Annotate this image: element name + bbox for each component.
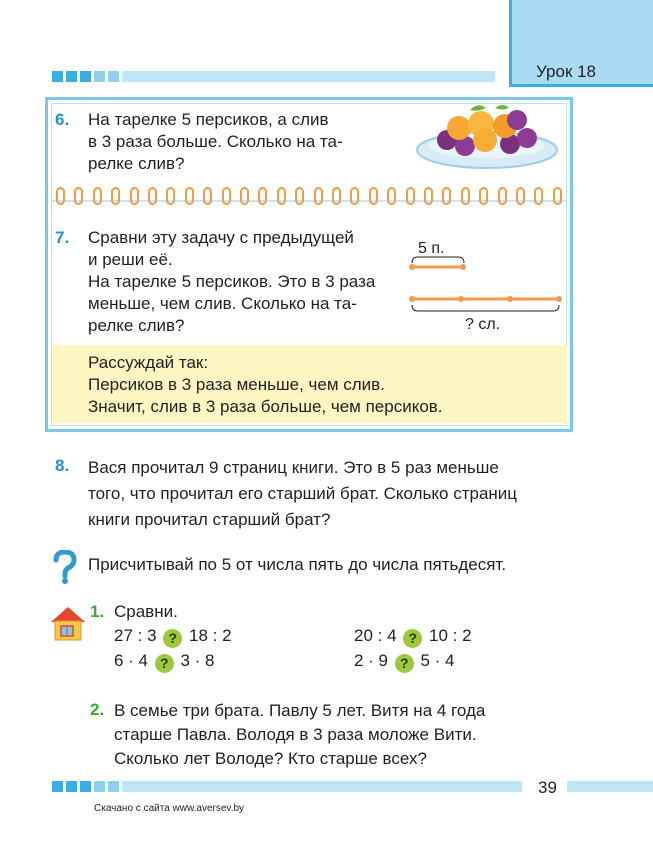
question-mark-icon [50,550,78,584]
plum-segment-dot [507,296,513,302]
plum-segment-dot [409,296,415,302]
spiral-ring [534,187,543,205]
hint-line: Рассуждай так: [88,353,209,372]
task7-line: Сравни эту задачу с предыдущей [88,228,354,247]
compare-right-row [354,625,472,648]
hint-text [88,352,443,418]
spiral-ring [442,187,451,205]
home2-line: старше Павла. Володя в 3 раза моложе Вити. [114,725,477,744]
stripe-square [66,781,77,792]
counting-text: Присчитывай по 5 от числа пять до числа пятьдесят. [88,555,507,574]
stripe-square [52,71,63,82]
stripe-bar [122,71,495,82]
page-number: 39 [538,778,557,797]
task8-text [88,455,517,533]
spiral-ring [258,187,267,205]
task6-number: 6. [55,110,70,129]
spiral-ring [295,187,304,205]
spiral-ring [277,187,286,205]
spiral-ring [111,187,120,205]
home2-text [114,699,485,771]
plum-segment-dot [556,296,562,302]
spiral-ring [350,187,359,205]
task8-line: книги прочитал старший брат? [88,510,331,529]
peach-segment-dot [409,264,415,270]
spiral-ring [314,187,323,205]
house-icon [49,604,87,642]
home2-number: 2. [90,700,105,719]
expr: 10 : 2 [429,626,472,645]
spiral-ring [553,187,562,205]
spiral-ring [56,187,65,205]
task6-line: релке слив? [88,154,185,173]
spiral-ring [461,187,470,205]
spiral-ring [479,187,488,205]
plum-segment-dot [458,296,464,302]
expr: 6 · 4 [114,651,149,670]
task7-text [88,227,375,337]
expr: 18 : 2 [189,626,232,645]
stripe-square [52,781,63,792]
stripe-square [108,71,119,82]
task7-number: 7. [55,228,70,247]
bottom-brace [412,305,559,311]
home1-number: 1. [90,602,105,621]
task6-line: На тарелке 5 персиков, а слив [88,110,329,129]
home1-title: Сравни. [114,602,178,621]
lesson-label: Урок 18 [536,62,597,81]
stripe-square [66,71,77,82]
hint-line: Значит, слив в 3 раза больше, чем персиков. [88,397,443,416]
top-brace [412,257,464,263]
spiral-ring [369,187,378,205]
home2-line: Сколько лет Володе? Кто старше всех? [114,749,427,768]
hint-line: Персиков в 3 раза меньше, чем слив. [88,375,385,394]
task8-line: Вася прочитал 9 страниц книги. Это в 5 раз меньше [88,458,499,477]
fruit-plate-icon [415,100,560,175]
spiral-ring [332,187,341,205]
lesson-tab [509,0,653,87]
stripe-square [108,781,119,792]
peach-segment-dot [460,264,466,270]
task7-line: и реши её. [88,250,173,269]
stripe-bar [567,781,653,792]
task7-line: релке слив? [88,316,185,335]
stripe-square [94,71,105,82]
task6-text [88,109,343,175]
spiral-ring [203,187,212,205]
task8-line: того, что прочитал его старший брат. Сколько страниц [88,484,518,503]
task7-line: На тарелке 5 персиков. Это в 3 раза [88,272,376,291]
spiral-ring [516,187,525,205]
segment-diagram [405,237,570,332]
task6-line: в 3 раза больше. Сколько на та- [88,132,343,151]
spiral-ring [222,187,231,205]
diagram-top-label: 5 п. [418,240,445,257]
home2-line: В семье три брата. Павлу 5 лет. Витя на 4 года [114,701,486,720]
spiral-ring [130,187,139,205]
footer-stripe-right [567,781,653,792]
spiral-ring [240,187,249,205]
footer-stripe [52,781,522,792]
task7-line: меньше, чем слив. Сколько на та- [88,294,357,313]
compare-badge: ? [163,629,182,648]
expr: 5 · 4 [420,651,455,670]
compare-right-row [354,650,455,673]
header-stripe [52,71,495,82]
stripe-square [80,781,91,792]
spiral-ring [387,187,396,205]
compare-left-row [114,625,232,648]
expr: 2 · 9 [354,651,389,670]
task8-number: 8. [55,456,70,475]
compare-badge: ? [395,654,414,673]
spiral-binding [52,187,567,209]
spiral-ring [498,187,507,205]
spiral-ring [166,187,175,205]
expr: 20 : 4 [354,626,397,645]
compare-badge: ? [403,629,422,648]
source-note: Скачано с сайта www.aversev.by [94,803,245,814]
stripe-square [80,71,91,82]
compare-left-row [114,650,215,673]
stripe-bar [122,781,522,792]
spiral-ring [93,187,102,205]
diagram-bottom-label: ? сл. [465,316,501,332]
stripe-square [94,781,105,792]
spiral-ring [406,187,415,205]
compare-badge: ? [155,654,174,673]
expr: 3 · 8 [180,651,215,670]
expr: 27 : 3 [114,626,157,645]
spiral-ring [424,187,433,205]
spiral-ring [185,187,194,205]
spiral-ring [148,187,157,205]
spiral-ring [74,187,83,205]
